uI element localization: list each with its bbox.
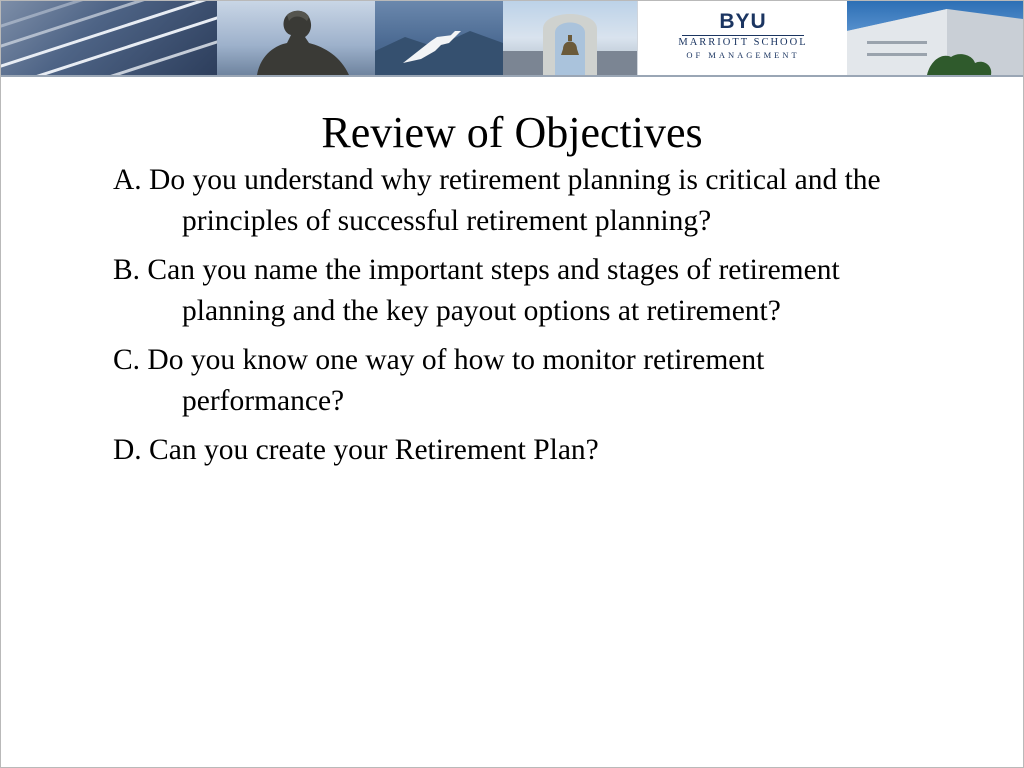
objective-item-c: C. Do you know one way of how to monitor retirement performance?: [113, 344, 765, 417]
banner-photo-statue: [217, 1, 375, 75]
banner-photo-glass-building: [1, 1, 217, 75]
objective-item-d: D. Can you create your Retirement Plan?: [113, 434, 599, 466]
banner-photo-y-mountain: [375, 1, 503, 75]
banner-photo-bell-tower: [503, 1, 637, 75]
slide-title: Review of Objectives: [321, 108, 703, 157]
logo-line-1: MARRIOTT SCHOOL: [678, 37, 808, 48]
logo-line-2: OF MANAGEMENT: [686, 50, 800, 60]
banner-divider: [1, 75, 1023, 77]
logo-rule: [682, 35, 804, 36]
objective-item-b: B. Can you name the important steps and stages of retirement planning and the key payout options at retirement?: [113, 254, 840, 327]
objective-item-a: A. Do you understand why retirement planning is critical and the principles of successful retirement planning?: [113, 164, 881, 237]
objectives-list: [113, 160, 913, 479]
header-banner: [1, 1, 1023, 75]
logo-byu-text: BYU: [719, 10, 767, 33]
byu-marriott-logo: [637, 1, 849, 75]
banner-photo-building-sky: [847, 1, 1023, 75]
